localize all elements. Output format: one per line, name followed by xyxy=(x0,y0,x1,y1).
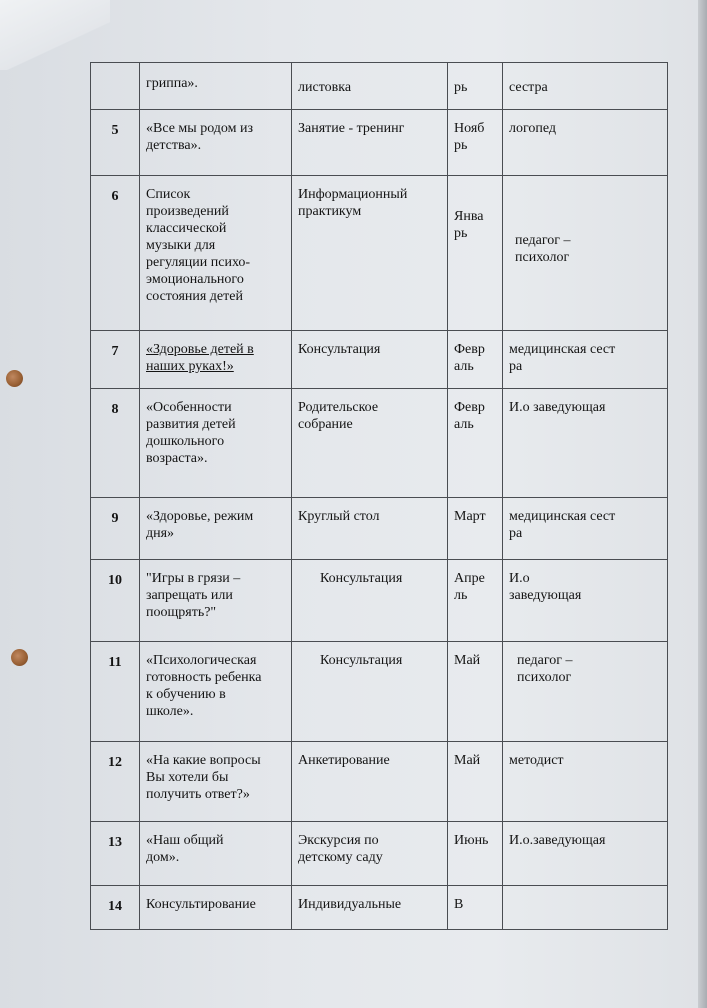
responsible-cell: педагог – психолог xyxy=(503,642,668,742)
punch-hole-bottom xyxy=(11,649,28,666)
date-cell: Июнь xyxy=(448,822,503,886)
form-cell: Анкетирование xyxy=(292,742,448,822)
table-row xyxy=(91,642,668,742)
table-row xyxy=(91,110,668,176)
responsible-cell: логопед xyxy=(503,110,668,176)
topic-cell: «Наш общий дом». xyxy=(140,822,292,886)
row-number xyxy=(91,63,140,110)
topic-cell: "Игры в грязи – запрещать или поощрять?" xyxy=(140,560,292,642)
topic-cell: Консультирование xyxy=(140,886,292,930)
form-cell: Экскурсия по детскому саду xyxy=(292,822,448,886)
topic-cell: «Здоровье, режим дня» xyxy=(140,498,292,560)
row-number: 7 xyxy=(91,331,140,389)
responsible-cell: методист xyxy=(503,742,668,822)
row-number: 8 xyxy=(91,389,140,498)
form-cell: Индивидуальные xyxy=(292,886,448,930)
date-cell: Февр аль xyxy=(448,331,503,389)
topic-cell: «Психологическая готовность ребенка к обучению в школе». xyxy=(140,642,292,742)
date-cell: Апре ль xyxy=(448,560,503,642)
date-cell: Май xyxy=(448,742,503,822)
topic-cell: Список произведений классической музыки для регуляции психо- эмоционального состояния детей xyxy=(140,176,292,331)
table-row xyxy=(91,560,668,642)
date-cell: В xyxy=(448,886,503,930)
row-number: 5 xyxy=(91,110,140,176)
paper-edge-shadow xyxy=(698,0,707,1008)
date-cell: Май xyxy=(448,642,503,742)
responsible-cell: И.о.заведующая xyxy=(503,822,668,886)
date-cell: Нояб рь xyxy=(448,110,503,176)
responsible-cell: медицинская сест ра xyxy=(503,331,668,389)
form-cell: Родительское собрание xyxy=(292,389,448,498)
responsible-cell: медицинская сест ра xyxy=(503,498,668,560)
form-cell: Консультация xyxy=(292,642,448,742)
form-cell: Консультация xyxy=(292,331,448,389)
date-cell: Февр аль xyxy=(448,389,503,498)
topic-cell: «Особенности развития детей дошкольного возраста». xyxy=(140,389,292,498)
row-number: 12 xyxy=(91,742,140,822)
row-number: 6 xyxy=(91,176,140,331)
table-row xyxy=(91,886,668,930)
form-cell: Информационный практикум xyxy=(292,176,448,331)
row-number: 14 xyxy=(91,886,140,930)
responsible-cell: И.о заведующая xyxy=(503,560,668,642)
topic-cell: «На какие вопросы Вы хотели бы получить ответ?» xyxy=(140,742,292,822)
date-cell: рь xyxy=(448,63,503,110)
form-cell: листовка xyxy=(292,63,448,110)
table-row xyxy=(91,389,668,498)
row-number: 11 xyxy=(91,642,140,742)
date-cell: Янва рь xyxy=(448,176,503,331)
table-row xyxy=(91,176,668,331)
row-number: 10 xyxy=(91,560,140,642)
page-corner xyxy=(0,0,110,70)
responsible-cell: педагог – психолог xyxy=(503,176,668,331)
topic-cell: гриппа». xyxy=(140,63,292,110)
topic-cell: «Здоровье детей в наших руках!» xyxy=(140,331,292,389)
responsible-cell xyxy=(503,886,668,930)
form-cell: Круглый стол xyxy=(292,498,448,560)
table-row xyxy=(91,498,668,560)
date-cell: Март xyxy=(448,498,503,560)
topic-cell: «Все мы родом из детства». xyxy=(140,110,292,176)
punch-hole-top xyxy=(6,370,23,387)
table-row xyxy=(91,331,668,389)
table-row xyxy=(91,63,668,110)
form-cell: Консультация xyxy=(292,560,448,642)
form-cell: Занятие - тренинг xyxy=(292,110,448,176)
events-table xyxy=(90,62,668,930)
row-number: 9 xyxy=(91,498,140,560)
row-number: 13 xyxy=(91,822,140,886)
table-row xyxy=(91,822,668,886)
table-row xyxy=(91,742,668,822)
responsible-cell: И.о заведующая xyxy=(503,389,668,498)
responsible-cell: сестра xyxy=(503,63,668,110)
